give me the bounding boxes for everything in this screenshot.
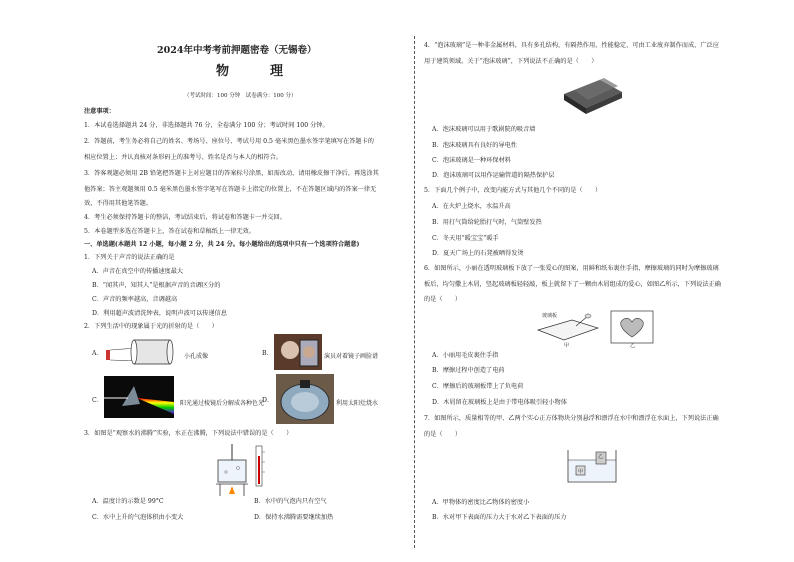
q1-stem: 1．下列关于声音的说法正确的是	[84, 254, 175, 261]
q5-option-a: A．在火炉上烧水，水温升高	[432, 203, 511, 210]
notice-line: 2．答题前，考生务必将自己的姓名、考场号、座位号、考试号用 0.5 毫米黑色墨水签字笔填写在答题卡的	[84, 138, 374, 145]
pinhole-camera-figure	[104, 336, 184, 366]
notice-line: 相应位置上；并认真核对条形码上的准考号、姓名是否与本人的相符合。	[84, 154, 282, 161]
q2-caption-c: 阳光通过棱镜后分解成各种色光	[180, 400, 265, 407]
q1-option-b: B．“闻其声，知其人”是根据声音的音调区分的	[92, 282, 221, 289]
q5-stem: 5．下面几个例子中，改变内能方式与其他几个不同的是（ ）	[424, 187, 602, 194]
heart-figure-yi	[610, 310, 654, 344]
glass-plate-label: 玻璃板	[542, 313, 558, 319]
notice-heading: 注意事项：	[84, 108, 115, 115]
q6-option-c: C．摩擦后的玻璃板带上了负电荷	[432, 383, 524, 390]
notice-line: 3．答客观题必须用 2B 铅笔把答题卡上对应题目的答案标号涂黑，如需改动，请用橡皮擦干净后，再选涂其	[84, 170, 379, 177]
q3-option-c: C．水中上升的气泡体积由小变大	[92, 514, 184, 521]
q3-stem: 3．如图是“观察水的沸腾”实验，水正在沸腾，下列说法中错误的是（ ）	[84, 430, 293, 437]
q4-option-a: A．泡沫玻璃可以用于歌剧院的吸音墙	[432, 126, 536, 133]
q6-stem-line: 板后，均匀撒上木屑，竖起玻璃板轻轻敲，板上就留下了一颗由木屑组成的爱心，如图乙所示，下列说法正确	[424, 281, 721, 288]
subject-title: 物 理	[216, 64, 298, 79]
q5-option-c: C．冬天用“暖宝宝”暖手	[432, 235, 499, 242]
q2-caption-a: 小孔成像	[184, 353, 209, 360]
exam-title: 2024年中考考前押题密卷（无锡卷）	[157, 45, 317, 56]
q6-option-b: B．摩擦过程中创造了电荷	[432, 367, 505, 374]
figure-label-yi: 乙	[630, 343, 636, 349]
notice-line: 1．本试卷选择题共 24 分，非选择题共 76 分，全卷满分 100 分；考试时间 100 分钟。	[84, 122, 329, 129]
q3-option-d: D．保持水沸腾需要继续加热	[254, 514, 334, 521]
notice-line: 5．本卷题型多选在答题卡上，答在试卷和草稿纸上一律无效。	[84, 228, 255, 235]
notice-line: 他答案；答主观题须用 0.5 毫米黑色墨水签字笔写在答题卡上指定的位置上，不在答题区域内的答案一律无	[84, 186, 377, 193]
column-divider	[414, 36, 415, 548]
q2-stem: 2．下列生活中的现象属于光的折射的是（ ）	[84, 323, 218, 330]
q1-option-c: C．声音的频率越高，音调越高	[92, 296, 178, 303]
exam-info: （考试时间：100 分钟 试卷满分：100 分）	[184, 93, 297, 99]
q5-option-b: B．用打气筒给轮胎打气时，气筒壁发热	[432, 219, 542, 226]
q6-stem-line: 6．如图所示，小丽在透明玻璃板下放了一张爱心的图案，用鲜和纸布裹住手指，摩擦玻璃的同时为摩擦玻璃	[424, 265, 719, 272]
q4-option-d: D．泡沫玻璃可以用作运输管道的隔热保护层	[432, 172, 555, 179]
section-heading: 一、单选题(本题共 12 小题，每小题 2 分，共 24 分。每小题给出的选项中只有一个选项符合题意)	[84, 241, 360, 248]
q4-stem-line: 用于建筑领域。关于“泡沫玻璃”，下列说法不正确的是（ ）	[424, 58, 598, 65]
q5-option-d: D．夏天广场上的石凳被晒得发烫	[432, 250, 524, 257]
q1-option-d: D．利用超声波清洗钟表，说明声波可以传递信息	[92, 310, 227, 317]
q6-stem-line: 的是（ ）	[424, 296, 462, 303]
block-label-jia: 甲	[578, 469, 584, 475]
q6-option-a: A．小丽用毛皮裹住手指	[432, 352, 499, 359]
q3-option-a: A．温度计的示数是 99°C	[92, 498, 164, 505]
q4-stem-line: 4．“泡沫玻璃”是一种非金属材料，具有多孔结构，有隔热作用，性能稳定，可由工业废弃制作而成，广泛应	[424, 42, 719, 49]
mirror-makeup-photo	[274, 334, 322, 370]
q1-option-a: A．声音在真空中的传播速度最大	[92, 268, 184, 275]
q7-option-b: B．水对甲下表面的压力大于水对乙下表面的压力	[432, 514, 567, 521]
q2-option-b: B．	[262, 350, 273, 357]
floating-blocks-figure	[566, 446, 618, 484]
q2-option-d: D．	[262, 397, 274, 404]
figure-label-jia: 甲	[564, 343, 570, 349]
boiling-water-apparatus	[212, 442, 272, 498]
q2-caption-b: 演员对着镜子画脸谱	[324, 353, 379, 360]
notice-line: 效，不得用其他笔答题。	[84, 200, 153, 207]
solar-cooker-photo	[276, 374, 334, 424]
notice-line: 4．考生必须保持答题卡的整洁，考试结束后，将试卷和答题卡一并交回。	[84, 214, 286, 221]
q7-stem-line: 7．如图所示，质量相等的甲、乙两个实心正方体物块分别悬浮和漂浮在水中和漂浮在水面上，下列说法正确	[424, 415, 719, 422]
foam-glass-photo	[560, 72, 626, 116]
q7-option-a: A．甲物体的密度比乙物体的密度小	[432, 499, 530, 506]
prism-dispersion-photo	[104, 376, 174, 418]
block-label-yi: 乙	[598, 454, 604, 460]
q7-stem-line: 的是（ ）	[424, 431, 462, 438]
q2-option-a: A．	[92, 350, 103, 357]
q2-option-c: C．	[92, 397, 103, 404]
q4-option-c: C．泡沫玻璃是一种环保材料	[432, 157, 511, 164]
q2-caption-d: 利用太阳灶烧水	[336, 400, 379, 407]
q3-option-b: B．水中的气泡内只有空气	[254, 498, 327, 505]
q4-option-b: B．泡沫玻璃具有良好的导电性	[432, 142, 517, 149]
q6-option-d: D．木屑留在玻璃板上是由于带电体吸引轻小物体	[432, 399, 567, 406]
